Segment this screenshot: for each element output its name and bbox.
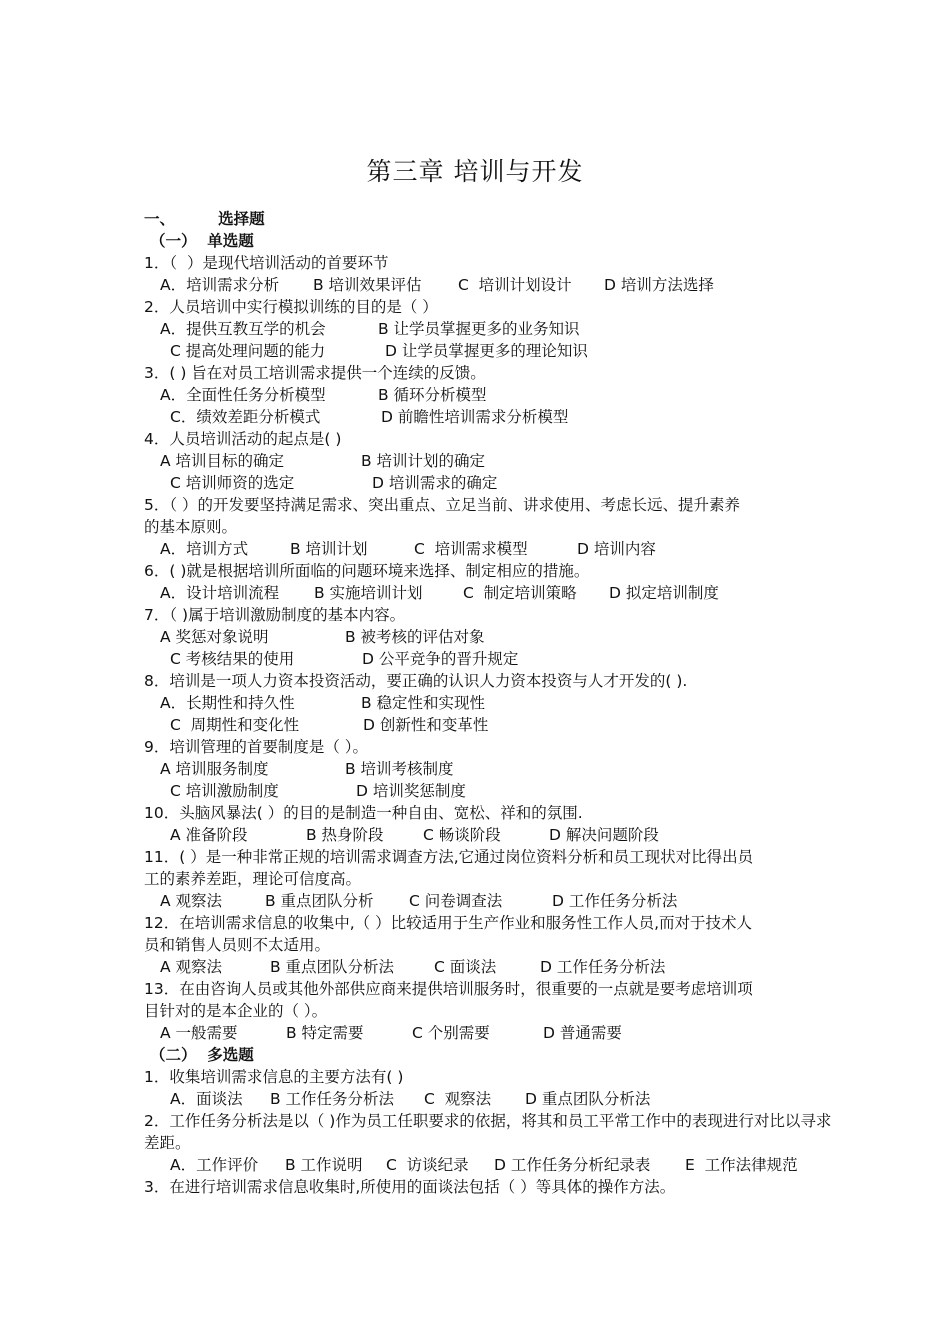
- option-d: D 培训方法选择: [604, 276, 714, 294]
- option-c: C 周期性和变化性: [170, 716, 300, 734]
- question-text-cont: 员和销售人员则不太适用。: [144, 936, 331, 954]
- question-text: 7．（ )属于培训激励制度的基本内容。: [144, 606, 406, 624]
- question-text: 2．人员培训中实行模拟训练的目的是（ ）: [144, 298, 438, 316]
- option-d: D 创新性和变革性: [363, 716, 489, 734]
- question-text: 12．在培训需求信息的收集中,（ ）比较适用于生产作业和服务性工作人员,而对于技术人: [144, 914, 753, 932]
- option-d: D 工作任务分析法: [552, 892, 678, 910]
- option-d: D 让学员掌握更多的理论知识: [385, 342, 588, 360]
- subsection-heading-multi: （二） 多选题: [150, 1046, 254, 1064]
- option-d: D 培训内容: [577, 540, 656, 558]
- option-a: A 准备阶段: [170, 826, 248, 844]
- option-c: C 培训计划设计: [458, 276, 572, 294]
- option-b: B 工作任务分析法: [270, 1090, 395, 1108]
- option-c: C 培训师资的选定: [170, 474, 295, 492]
- option-d: D 拟定培训制度: [609, 584, 719, 602]
- option-a: A．长期性和持久性: [160, 694, 295, 712]
- option-b: B 实施培训计划: [314, 584, 423, 602]
- question-text-cont: 目针对的是本企业的（ ）。: [144, 1002, 328, 1020]
- option-a: A．提供互教互学的机会: [160, 320, 326, 338]
- option-d: D 前瞻性培训需求分析模型: [381, 408, 569, 426]
- option-c: C 考核结果的使用: [170, 650, 295, 668]
- option-a: A．工作评价: [170, 1156, 259, 1174]
- question-text-cont: 差距。: [144, 1134, 191, 1152]
- option-a: A 一般需要: [160, 1024, 238, 1042]
- question-text-cont: 的基本原则。: [144, 518, 238, 536]
- option-c: C．绩效差距分析模式: [170, 408, 321, 426]
- option-a: A．全面性任务分析模型: [160, 386, 326, 404]
- option-b: B 循环分析模型: [378, 386, 487, 404]
- option-a: A 培训服务制度: [160, 760, 269, 778]
- option-c: C 访谈纪录: [386, 1156, 469, 1174]
- option-b: B 培训计划的确定: [361, 452, 486, 470]
- option-c: C 制定培训策略: [463, 584, 577, 602]
- option-a: A．培训方式: [160, 540, 249, 558]
- option-c: C 培训需求模型: [414, 540, 528, 558]
- question-text: 5．（ ）的开发要坚持满足需求、突出重点、立足当前、讲求使用、考虑长远、提升素养: [144, 496, 741, 514]
- option-a: A 培训目标的确定: [160, 452, 285, 470]
- option-c: C 提高处理问题的能力: [170, 342, 326, 360]
- option-d: D 培训奖惩制度: [356, 782, 466, 800]
- option-d: D 普通需要: [543, 1024, 622, 1042]
- question-text-cont: 工的素养差距，理论可信度高。: [144, 870, 362, 888]
- option-d: D 工作任务分析法: [540, 958, 666, 976]
- option-b: B 重点团队分析: [265, 892, 374, 910]
- option-a: A．设计培训流程: [160, 584, 280, 602]
- section-heading: 一、 选择题: [144, 210, 265, 228]
- question-text: 1．（ ）是现代培训活动的首要环节: [144, 254, 389, 272]
- option-d: D 重点团队分析法: [525, 1090, 651, 1108]
- option-b: B 重点团队分析法: [270, 958, 395, 976]
- option-d: D 工作任务分析纪录表: [494, 1156, 651, 1174]
- page-title: 第三章 培训与开发: [366, 157, 584, 186]
- question-text: 10．头脑风暴法( ）的目的是制造一种自由、宽松、祥和的氛围.: [144, 804, 583, 822]
- option-a: A 观察法: [160, 892, 223, 910]
- question-text: 9．培训管理的首要制度是（ ）。: [144, 738, 369, 756]
- question-text: 1．收集培训需求信息的主要方法有( ): [144, 1068, 404, 1086]
- question-text: 6．( )就是根据培训所面临的问题环境来选择、制定相应的措施。: [144, 562, 590, 580]
- option-b: B 热身阶段: [306, 826, 384, 844]
- option-b: B 培训计划: [290, 540, 368, 558]
- option-b: B 特定需要: [286, 1024, 364, 1042]
- option-b: B 工作说明: [285, 1156, 363, 1174]
- option-a: A．培训需求分析: [160, 276, 280, 294]
- option-c: C 面谈法: [434, 958, 497, 976]
- option-b: B 被考核的评估对象: [345, 628, 485, 646]
- option-b: B 让学员掌握更多的业务知识: [378, 320, 580, 338]
- question-text: 4．人员培训活动的起点是( ): [144, 430, 342, 448]
- question-text: 13．在由咨询人员或其他外部供应商来提供培训服务时，很重要的一点就是要考虑培训项: [144, 980, 753, 998]
- option-d: D 解决问题阶段: [549, 826, 659, 844]
- option-a: A．面谈法: [170, 1090, 243, 1108]
- option-a: A 奖惩对象说明: [160, 628, 269, 646]
- option-b: B 稳定性和实现性: [361, 694, 486, 712]
- question-text: 2．工作任务分析法是以（ )作为员工任职要求的依据，将其和员工平常工作中的表现进行对比以寻求: [144, 1112, 832, 1130]
- option-d: D 培训需求的确定: [372, 474, 498, 492]
- question-text: 3．在进行培训需求信息收集时,所使用的面谈法包括（ ）等具体的操作方法。: [144, 1178, 676, 1196]
- option-c: C 个别需要: [412, 1024, 490, 1042]
- option-b: B 培训效果评估: [313, 276, 422, 294]
- option-d: D 公平竞争的晋升规定: [362, 650, 519, 668]
- question-text: 8．培训是一项人力资本投资活动，要正确的认识人力资本投资与人才开发的( ).: [144, 672, 688, 690]
- option-c: C 观察法: [424, 1090, 492, 1108]
- option-b: B 培训考核制度: [345, 760, 454, 778]
- option-c: C 培训激励制度: [170, 782, 279, 800]
- option-e: E 工作法律规范: [685, 1156, 798, 1174]
- question-text: 11．( ）是一种非常正规的培训需求调查方法,它通过岗位资料分析和员工现状对比得出员: [144, 848, 754, 866]
- option-c: C 畅谈阶段: [423, 826, 501, 844]
- question-text: 3．( ) 旨在对员工培训需求提供一个连续的反馈。: [144, 364, 486, 382]
- subsection-heading-single: （一） 单选题: [150, 232, 254, 250]
- option-c: C 问卷调查法: [409, 892, 503, 910]
- option-a: A 观察法: [160, 958, 223, 976]
